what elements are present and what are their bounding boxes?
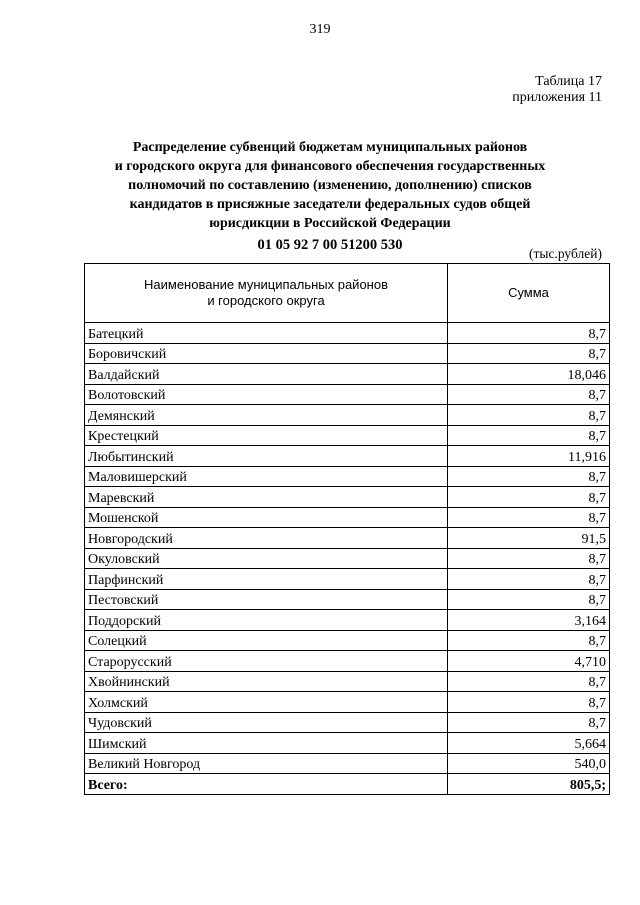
district-sum: 8,7 bbox=[448, 671, 610, 692]
header-name-line1: Наименование муниципальных районов bbox=[144, 277, 388, 292]
district-name: Маревский bbox=[85, 487, 448, 508]
table-row bbox=[85, 548, 610, 569]
district-sum: 8,7 bbox=[448, 323, 610, 344]
document-title bbox=[60, 138, 600, 255]
district-sum: 8,7 bbox=[448, 425, 610, 446]
district-sum: 8,7 bbox=[448, 692, 610, 713]
table-reference-line1: Таблица 17 bbox=[535, 74, 602, 89]
table-row bbox=[85, 364, 610, 385]
table-header-row bbox=[85, 264, 610, 323]
district-name: Окуловский bbox=[85, 548, 448, 569]
district-name: Великий Новгород bbox=[85, 753, 448, 774]
district-sum: 8,7 bbox=[448, 487, 610, 508]
table-row bbox=[85, 569, 610, 590]
total-row bbox=[85, 774, 610, 795]
district-name: Солецкий bbox=[85, 630, 448, 651]
district-name: Маловишерский bbox=[85, 466, 448, 487]
table-row bbox=[85, 425, 610, 446]
district-name: Крестецкий bbox=[85, 425, 448, 446]
table-row bbox=[85, 753, 610, 774]
table-reference bbox=[512, 74, 602, 106]
header-name bbox=[85, 264, 448, 323]
table-row bbox=[85, 733, 610, 754]
total-value: 805,5; bbox=[448, 774, 610, 795]
district-sum: 8,7 bbox=[448, 466, 610, 487]
district-name: Новгородский bbox=[85, 528, 448, 549]
table-row bbox=[85, 630, 610, 651]
district-sum: 18,046 bbox=[448, 364, 610, 385]
budget-code: 01 05 92 7 00 51200 530 bbox=[257, 237, 403, 253]
table-row bbox=[85, 651, 610, 672]
table-row bbox=[85, 671, 610, 692]
district-sum: 5,664 bbox=[448, 733, 610, 754]
district-sum: 3,164 bbox=[448, 610, 610, 631]
district-name: Хвойнинский bbox=[85, 671, 448, 692]
table-row bbox=[85, 343, 610, 364]
district-sum: 91,5 bbox=[448, 528, 610, 549]
table-row bbox=[85, 384, 610, 405]
district-name: Парфинский bbox=[85, 569, 448, 590]
table-row bbox=[85, 589, 610, 610]
table-row bbox=[85, 692, 610, 713]
page-number: 319 bbox=[309, 22, 331, 37]
title-line4: кандидатов в присяжные заседатели федеральных судов общей bbox=[129, 197, 531, 212]
table-row bbox=[85, 446, 610, 467]
district-name: Чудовский bbox=[85, 712, 448, 733]
district-sum: 8,7 bbox=[448, 343, 610, 364]
title-line2: и городского округа для финансового обеспечения государственных bbox=[114, 159, 546, 174]
district-name: Волотовский bbox=[85, 384, 448, 405]
district-sum: 8,7 bbox=[448, 589, 610, 610]
table-reference-line2: приложения 11 bbox=[512, 90, 602, 105]
table-row bbox=[85, 507, 610, 528]
district-name: Пестовский bbox=[85, 589, 448, 610]
district-sum: 8,7 bbox=[448, 507, 610, 528]
district-name: Любытинский bbox=[85, 446, 448, 467]
district-sum: 8,7 bbox=[448, 384, 610, 405]
title-line1: Распределение субвенций бюджетам муниципальных районов bbox=[132, 140, 528, 155]
table-row bbox=[85, 487, 610, 508]
table-row bbox=[85, 466, 610, 487]
district-sum: 4,710 bbox=[448, 651, 610, 672]
units-label: (тыс.рублей) bbox=[529, 246, 602, 261]
district-sum: 8,7 bbox=[448, 548, 610, 569]
district-name: Валдайский bbox=[85, 364, 448, 385]
total-label: Всего: bbox=[85, 774, 448, 795]
table-row bbox=[85, 528, 610, 549]
table-row bbox=[85, 405, 610, 426]
district-name: Старорусский bbox=[85, 651, 448, 672]
district-name: Поддорский bbox=[85, 610, 448, 631]
district-name: Холмский bbox=[85, 692, 448, 713]
district-name: Боровичский bbox=[85, 343, 448, 364]
title-line3: полномочий по составлению (изменению, дополнению) списков bbox=[128, 178, 532, 193]
table-row bbox=[85, 610, 610, 631]
table-body bbox=[85, 323, 610, 774]
header-sum: Сумма bbox=[448, 264, 610, 323]
district-sum: 8,7 bbox=[448, 405, 610, 426]
table-row bbox=[85, 323, 610, 344]
district-name: Мошенской bbox=[85, 507, 448, 528]
district-sum: 540,0 bbox=[448, 753, 610, 774]
district-sum: 8,7 bbox=[448, 569, 610, 590]
district-name: Демянский bbox=[85, 405, 448, 426]
table-row bbox=[85, 712, 610, 733]
district-sum: 11,916 bbox=[448, 446, 610, 467]
header-name-line2: и городского округа bbox=[207, 293, 325, 308]
district-name: Шимский bbox=[85, 733, 448, 754]
district-name: Батецкий bbox=[85, 323, 448, 344]
district-sum: 8,7 bbox=[448, 630, 610, 651]
title-line5: юрисдикции в Российской Федерации bbox=[209, 216, 451, 231]
district-sum: 8,7 bbox=[448, 712, 610, 733]
distribution-table bbox=[84, 263, 610, 795]
